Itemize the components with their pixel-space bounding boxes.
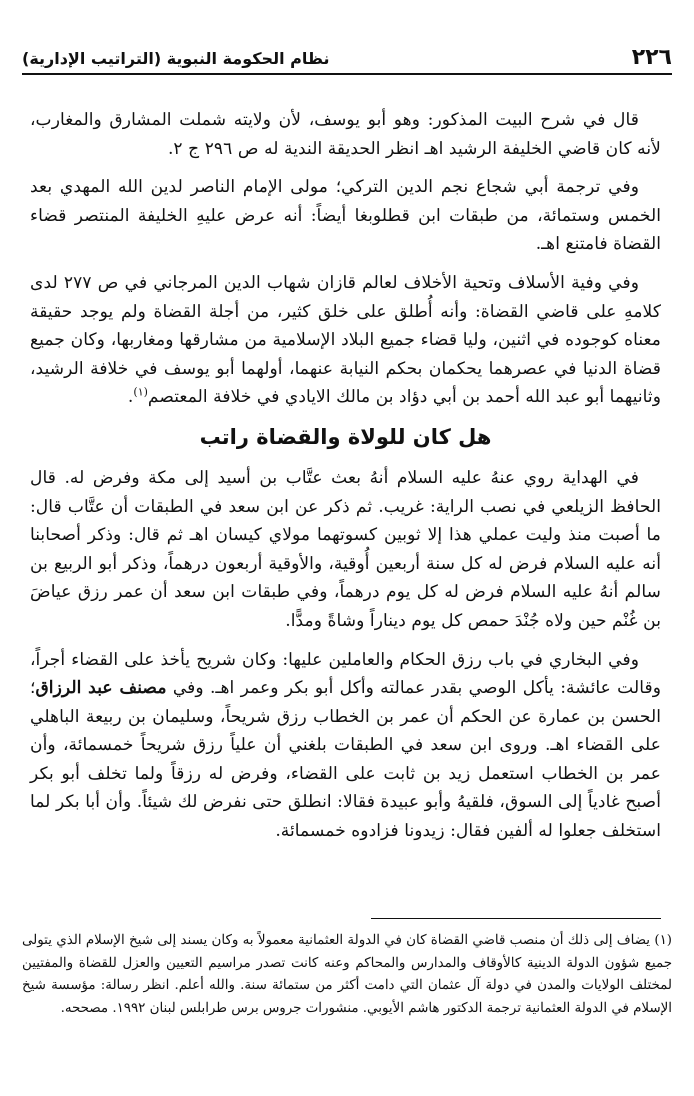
paragraph-2: وفي ترجمة أبي شجاع نجم الدين التركي؛ مولى الإمام الناصر لدين الله المهدي بعد الخمس وستمائة، من طبقات ابن قطلوبغا أيضاً: أنه عرض عليهِ الخليفة المنتصر قضاء القضاة فامتنع اهـ. bbox=[30, 177, 661, 255]
paragraph-3-text: وفي وفية الأسلاف وتحية الأخلاف لعالم قازان شهاب الدين المرجاني في ص ٢٧٧ لدى كلامهِ على قاضي القضاة: وأنه أُطلق على خلق كثير، من أجلة القضاة ولم يوجد حقيقة معناه كوجوده في اثنين، وليا قضاء جميع البلاد الإسلامية من مشارقها ومغاربها، وكان جميع قضاة الدنيا في عصرهما يحكمان بحكم النيابة عنهما، أولهما أبو يوسف في خلافة الرشيد، وثانيهما أبو عبد الله أحمد بن أبي دؤاد بن مالك الايادي في خلافة المعتصم bbox=[30, 272, 661, 408]
book-title: نظام الحكومة النبوية (التراتيب الإدارية) bbox=[22, 49, 330, 68]
footnote-divider bbox=[371, 918, 661, 919]
running-header bbox=[22, 42, 672, 75]
paragraph-3 bbox=[30, 269, 661, 412]
main-text bbox=[30, 106, 661, 856]
paragraph-1: قال في شرح البيت المذكور: وهو أبو يوسف، لأن ولايته شملت المشارق والمغارب، لأنه كان قاضي الخليفة الرشيد اهـ انظر الحديقة الندية له ص ٢٩٦ ج ٢. bbox=[30, 110, 661, 159]
book-reference-bold: مصنف عبد الرزاق bbox=[35, 678, 167, 699]
footnote-reference: (١) bbox=[133, 385, 148, 399]
paragraph-5-part-a: وفي البخاري في باب رزق الحكام والعاملين عليها: وكان شريح يأخذ على القضاء أجراً، وقالت عائشة: يأكل الوصي بقدر عمالته وأكل أبو بكر وعمر اهـ. وفي bbox=[30, 649, 661, 699]
paragraph-3-end: . bbox=[127, 387, 134, 408]
paragraph-5-part-b: ؛ الحسن بن عمارة عن الحكم أن عمر بن الخطاب رزق شريحاً، وسليمان بن ربيعة الباهلي على القضاء اهـ. وروى ابن سعد في الطبقات بلغني أن علياً رزق شريحاً خمسمائة، وأن عمر بن الخطاب استعمل زيد بن ثابت على القضاء، وفرض له رزقاً ولما تخلف أبو بكر أصبح غادياً إلى السوق، فلقيهُ وأبو عبيدة فقالا: انطلق حتى نفرض لك شيئاً. وأن أبا بكر لما استخلف جعلوا له ألفين فقال: زيدونا فزادوه خمسمائة. bbox=[30, 678, 661, 842]
paragraph-4: في الهداية روي عنهُ عليه السلام أنهُ بعث عتَّاب بن أسيد إلى مكة وفرض له. قال الحافظ الزيلعي في نصب الراية: غريب. ثم ذكر عن ابن سعد في الطبقات أن عتَّاب قال: ما أصبت منذ وليت عملي هذا إلا ثوبين كسوتهما مولاي كيسان اهـ ثم قال: وذكر أصحابنا أنه عليه السلام فرض له كل سنة أربعين أُوقية، والأوقية أربعون درهماً، وذكر أبو الربيع بن سالم أنهُ عليه السلام فرض له كل يوم درهماً، وفي طبقات ابن سعد أن عمر رزق عياضَ بن غُنْم حين ولاه جُنْدَ حمص كل يوم ديناراً وشاةً ومدًّا. bbox=[30, 467, 661, 631]
page-number: ٢٢٦ bbox=[631, 45, 672, 70]
section-heading: هل كان للولاة والقضاة راتب bbox=[199, 424, 492, 449]
paragraph-5 bbox=[30, 646, 661, 846]
footnote: (١) يضاف إلى ذلك أن منصب قاضي القضاة كان في الدولة العثمانية معمولاً به وكان يسند إلى شيخ الإسلام الذي يتولى جميع شؤون الدولة الدينية كالأوقاف والمدارس والمحاكم وعنه كانت تصدر مراسيم التعيين والعزل للقضاة والمفتيين لمختلف الولايات والمدن في دولة آل عثمان التي دامت أكثر من ستمائة سنة. والله أعلم. انظر رسالة: مؤسسة شيخ الإسلام في الدولة العثمانية ترجمة الدكتور هاشم الأيوبي. منشورات جروس برس طرابلس لبنان ١٩٩٢. مصححه. bbox=[22, 933, 672, 1016]
